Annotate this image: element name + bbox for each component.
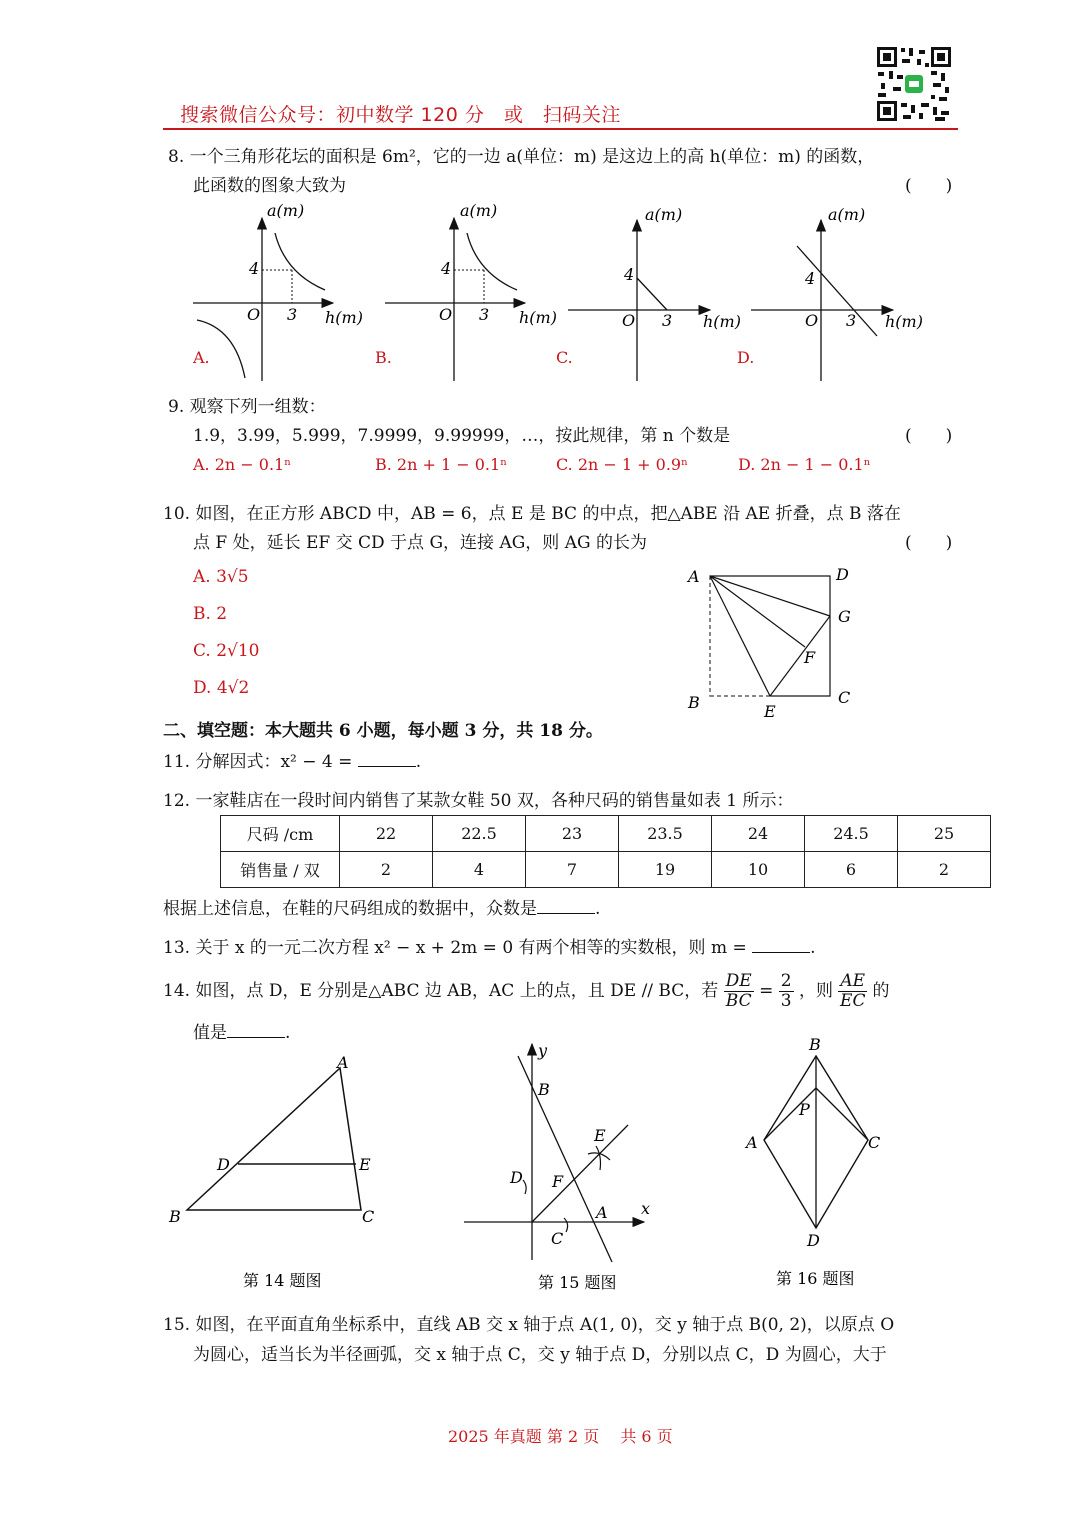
table-cell: 7 bbox=[526, 852, 619, 888]
q10-option-a: A. 3√5 bbox=[193, 567, 249, 587]
q10-label-g: G bbox=[838, 607, 851, 626]
table-cell: 19 bbox=[619, 852, 712, 888]
fig14-label-d: D bbox=[217, 1155, 230, 1174]
q12-size-table bbox=[220, 815, 991, 888]
fig14-label-e: E bbox=[359, 1155, 371, 1174]
table-cell: 2 bbox=[340, 852, 433, 888]
fig15-label-c: C bbox=[551, 1229, 564, 1248]
q10-figure bbox=[680, 560, 860, 725]
table-head-count: 销售量 / 双 bbox=[221, 852, 340, 888]
q9-option-c: C. 2n − 1 + 0.9ⁿ bbox=[556, 455, 689, 474]
table-cell: 6 bbox=[805, 852, 898, 888]
fig15-caption: 第 15 题图 bbox=[538, 1273, 617, 1292]
q14-part3: 的 bbox=[872, 981, 890, 1001]
graph-a-xlabel: h(m) bbox=[325, 308, 363, 327]
q10-option-b: B. 2 bbox=[193, 604, 228, 624]
fig14-caption: 第 14 题图 bbox=[243, 1271, 322, 1290]
fig14 bbox=[165, 1048, 395, 1298]
q11-text: 11. 分解因式：x² − 4 = bbox=[163, 752, 353, 772]
q14-line2-text: 值是 bbox=[193, 1023, 227, 1043]
graph-d-ylabel: a(m) bbox=[828, 205, 866, 224]
q10-label-f: F bbox=[804, 648, 816, 667]
graph-d-tick-x: 3 bbox=[846, 311, 857, 330]
fig14-label-c: C bbox=[362, 1207, 375, 1226]
graph-a-ylabel: a(m) bbox=[267, 201, 305, 220]
q11-end: . bbox=[415, 752, 422, 772]
graph-c-tick-x: 3 bbox=[662, 311, 673, 330]
q13-text: 13. 关于 x 的一元二次方程 x² − x + 2m = 0 有两个相等的实数根，则 m = bbox=[163, 938, 747, 958]
q9-option-b: B. 2n + 1 − 0.1ⁿ bbox=[375, 455, 508, 474]
q14-part1: 14. 如图，点 D，E 分别是△ABC 边 AB，AC 上的点，且 DE // BC，若 bbox=[163, 981, 719, 1001]
q11 bbox=[163, 747, 421, 772]
fig14-label-a: A bbox=[337, 1053, 349, 1072]
graph-c bbox=[556, 205, 741, 381]
fig16-caption: 第 16 题图 bbox=[776, 1269, 855, 1288]
fig15-label-b: B bbox=[538, 1080, 550, 1099]
table-cell: 23 bbox=[526, 816, 619, 852]
q10-line1: 10. 如图，在正方形 ABCD 中，AB = 6，点 E 是 BC 的中点，把△ABE 沿 AE 折叠，点 B 落在 bbox=[163, 504, 901, 524]
q12-line1: 12. 一家鞋店在一段时间内销售了某款女鞋 50 双，各种尺码的销售量如表 1 所示： bbox=[163, 791, 794, 811]
graph-a bbox=[192, 201, 363, 381]
q9-line1: 9. 观察下列一组数： bbox=[168, 397, 326, 417]
graph-b-tick-y: 4 bbox=[441, 259, 452, 278]
q10-option-c: C. 2√10 bbox=[193, 641, 260, 661]
fig14-label-b: B bbox=[169, 1207, 181, 1226]
q10-label-b: B bbox=[688, 693, 700, 712]
graph-a-tick-y: 4 bbox=[249, 259, 260, 278]
q14-answer-blank[interactable] bbox=[227, 1023, 285, 1038]
table-cell: 22.5 bbox=[433, 816, 526, 852]
header-rule bbox=[163, 128, 958, 130]
table-cell: 2 bbox=[898, 852, 991, 888]
q10-answer-paren: ( ) bbox=[905, 533, 953, 553]
graph-d-tick-y: 4 bbox=[805, 269, 816, 288]
q12-line2-wrap bbox=[163, 894, 600, 919]
graph-b-origin: O bbox=[439, 305, 453, 324]
q12-line2: 根据上述信息，在鞋的尺码组成的数据中，众数是 bbox=[163, 899, 537, 919]
section-2-heading: 二、填空题：本大题共 6 小题，每小题 3 分，共 18 分。 bbox=[163, 721, 603, 741]
fig15 bbox=[460, 1038, 680, 1303]
graph-d-origin: O bbox=[805, 311, 819, 330]
table-cell: 23.5 bbox=[619, 816, 712, 852]
q15-line1: 15. 如图，在平面直角坐标系中，直线 AB 交 x 轴于点 A(1, 0)，交 y 轴于点 B(0, 2)，以原点 O bbox=[163, 1315, 895, 1335]
q13-answer-blank[interactable] bbox=[752, 938, 810, 953]
table-head-size: 尺码 /cm bbox=[221, 816, 340, 852]
fig15-label-a: A bbox=[596, 1203, 608, 1222]
q14-equals: = bbox=[759, 981, 779, 1001]
table-cell: 4 bbox=[433, 852, 526, 888]
option-a-label: A. bbox=[193, 348, 210, 367]
table-cell: 22 bbox=[340, 816, 433, 852]
q14-line2 bbox=[193, 1018, 290, 1043]
q9-option-d: D. 2n − 1 − 0.1ⁿ bbox=[738, 455, 871, 474]
q12-end: . bbox=[595, 899, 601, 919]
q9-option-a: A. 2n − 0.1ⁿ bbox=[193, 455, 292, 474]
q14-part2: ，则 bbox=[799, 981, 833, 1001]
fig16 bbox=[740, 1030, 910, 1295]
q14-line1 bbox=[163, 972, 890, 1011]
fig15-label-f: F bbox=[552, 1172, 564, 1191]
q8-graphs bbox=[185, 198, 965, 388]
q10-label-d: D bbox=[836, 565, 849, 584]
fig15-label-e: E bbox=[594, 1126, 606, 1145]
page-footer: 2025 年真题 第 2 页 共 6 页 bbox=[448, 1427, 673, 1446]
option-b-label: B. bbox=[375, 348, 392, 367]
graph-c-tick-y: 4 bbox=[624, 265, 635, 284]
graph-b bbox=[375, 201, 557, 381]
fig15-label-y: y bbox=[538, 1041, 548, 1060]
qr-code-icon bbox=[875, 45, 953, 123]
q13 bbox=[163, 933, 816, 958]
table-cell: 24 bbox=[712, 816, 805, 852]
graph-d-xlabel: h(m) bbox=[885, 312, 923, 331]
option-d-label: D. bbox=[737, 348, 755, 367]
q10-line2: 点 F 处，延长 EF 交 CD 于点 G，连接 AG，则 AG 的长为 bbox=[193, 533, 647, 553]
q9-line2: 1.9，3.99，5.999，7.9999，9.99999，…，按此规律，第 n 个数是 bbox=[193, 426, 731, 446]
graph-b-tick-x: 3 bbox=[479, 305, 490, 324]
table-cell: 10 bbox=[712, 852, 805, 888]
table-cell: 25 bbox=[898, 816, 991, 852]
q12-answer-blank[interactable] bbox=[537, 899, 595, 914]
fig16-label-d: D bbox=[807, 1231, 820, 1250]
table-row bbox=[221, 852, 991, 888]
graph-b-ylabel: a(m) bbox=[460, 201, 498, 220]
q10-option-d: D. 4√2 bbox=[193, 678, 250, 698]
fig15-label-d: D bbox=[510, 1168, 523, 1187]
graph-c-origin: O bbox=[622, 311, 636, 330]
graph-c-ylabel: a(m) bbox=[645, 205, 683, 224]
q11-answer-blank[interactable] bbox=[358, 752, 416, 767]
table-row bbox=[221, 816, 991, 852]
header-banner: 搜索微信公众号：初中数学 120 分 或 扫码关注 bbox=[180, 104, 621, 126]
q10-label-c: C bbox=[838, 688, 851, 707]
q8-line2: 此函数的图象大致为 bbox=[193, 176, 346, 196]
q14-fraction-de-bc: $\frac{DE}{BC}$ bbox=[725, 971, 752, 1011]
q8-answer-paren: ( ) bbox=[905, 176, 953, 196]
q15-line2: 为圆心，适当长为半径画弧，交 x 轴于点 C，交 y 轴于点 D，分别以点 C，D 为圆心，大于 bbox=[193, 1345, 887, 1365]
q14-fraction-2-3: $\frac{2}{3}$ bbox=[780, 971, 792, 1011]
graph-d bbox=[737, 205, 923, 381]
option-c-label: C. bbox=[556, 348, 573, 367]
fig16-label-c: C bbox=[868, 1133, 881, 1152]
q8-line1: 8. 一个三角形花坛的面积是 6m²，它的一边 a(单位：m) 是这边上的高 h(单位：m) 的函数， bbox=[168, 147, 875, 167]
graph-a-origin: O bbox=[247, 305, 261, 324]
graph-a-tick-x: 3 bbox=[287, 305, 298, 324]
graph-c-xlabel: h(m) bbox=[703, 312, 741, 331]
graph-b-xlabel: h(m) bbox=[519, 308, 557, 327]
q9-answer-paren: ( ) bbox=[905, 426, 953, 446]
fig16-label-b: B bbox=[809, 1035, 821, 1054]
fig16-label-p: P bbox=[799, 1100, 810, 1119]
q10-label-e: E bbox=[764, 702, 776, 721]
q14-fraction-ae-ec: $\frac{AE}{EC}$ bbox=[840, 971, 866, 1011]
fig15-label-x: x bbox=[641, 1199, 651, 1218]
q10-label-a: A bbox=[688, 567, 700, 586]
q13-end: . bbox=[810, 938, 816, 958]
table-cell: 24.5 bbox=[805, 816, 898, 852]
fig16-label-a: A bbox=[746, 1133, 758, 1152]
q14-end: . bbox=[285, 1023, 291, 1043]
